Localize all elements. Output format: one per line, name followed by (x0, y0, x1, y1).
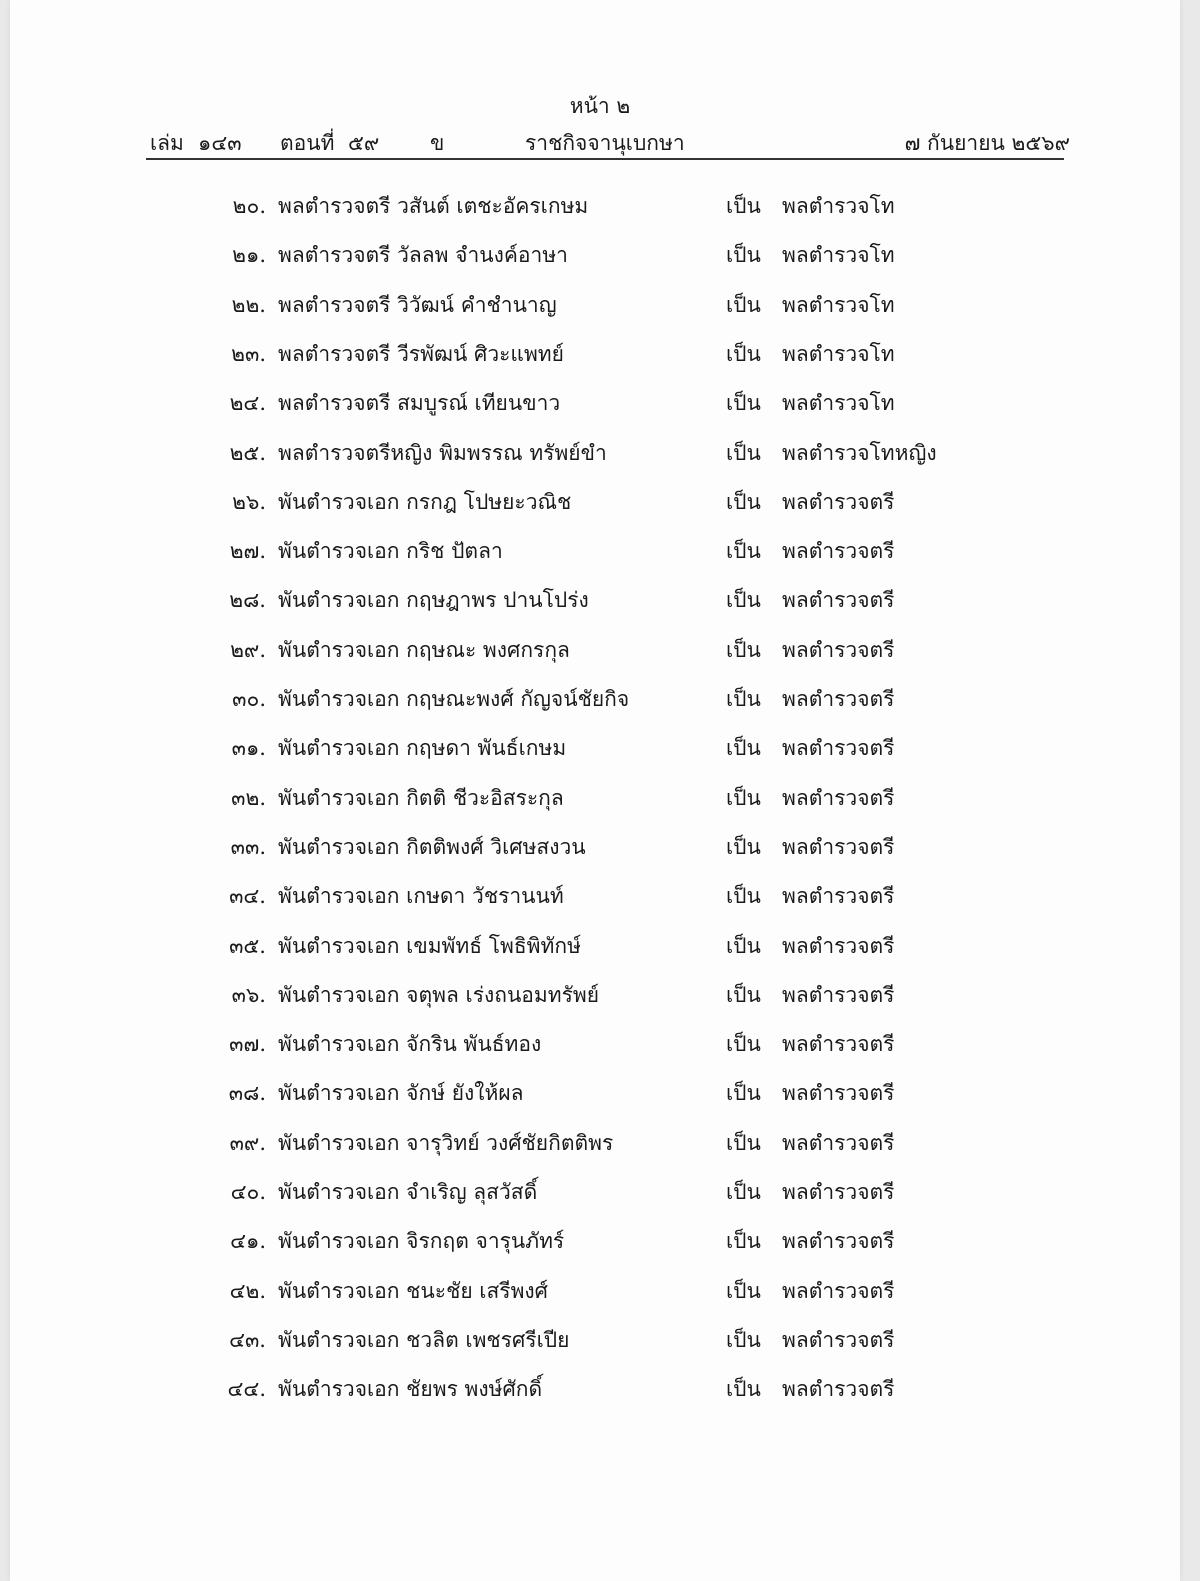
entry-new-rank: พลตำรวจตรี (782, 588, 895, 612)
entry-connector: เป็น (726, 835, 761, 859)
entry-new-rank: พลตำรวจตรี (782, 983, 895, 1007)
entry-name: พันตำรวจเอก กิตติ ชีวะอิสระกุล (278, 786, 564, 810)
entry-new-rank: พลตำรวจตรี (782, 638, 895, 662)
entry-number: ๓๔. (229, 884, 266, 908)
entry-connector: เป็น (726, 391, 761, 415)
entry-new-rank: พลตำรวจโทหญิง (782, 441, 937, 465)
entry-number: ๔๓. (229, 1328, 266, 1352)
page-number: หน้า ๒ (569, 94, 631, 118)
list-item (10, 239, 1190, 279)
entry-new-rank: พลตำรวจตรี (782, 835, 895, 859)
list-item (10, 683, 1190, 723)
entry-number: ๔๒. (229, 1279, 266, 1303)
entry-name: พันตำรวจเอก เขมพัทธ์ โพธิพิทักษ์ (278, 934, 581, 958)
list-item (10, 437, 1190, 477)
entry-number: ๒๑. (232, 243, 266, 267)
volume-number: ๑๔๓ (198, 131, 242, 155)
entry-number: ๒๐. (232, 194, 266, 218)
entry-connector: เป็น (726, 1328, 761, 1352)
entry-new-rank: พลตำรวจโท (782, 342, 895, 366)
entry-new-rank: พลตำรวจตรี (782, 786, 895, 810)
entry-connector: เป็น (726, 983, 761, 1007)
entry-new-rank: พลตำรวจโท (782, 391, 895, 415)
list-item (10, 880, 1190, 920)
entry-new-rank: พลตำรวจตรี (782, 490, 895, 514)
list-item (10, 1275, 1190, 1315)
entry-new-rank: พลตำรวจตรี (782, 934, 895, 958)
entry-number: ๒๓. (231, 342, 266, 366)
entry-connector: เป็น (726, 786, 761, 810)
entry-name: พันตำรวจเอก จักริน พันธ์ทอง (278, 1032, 542, 1056)
gazette-title: ราชกิจจานุเบกษา (525, 131, 685, 155)
entry-name: พันตำรวจเอก กรกฎ โปษยะวณิช (278, 490, 572, 514)
entry-number: ๒๙. (230, 638, 266, 662)
entry-new-rank: พลตำรวจตรี (782, 1131, 895, 1155)
list-item (10, 584, 1190, 624)
list-item (10, 782, 1190, 822)
entry-new-rank: พลตำรวจตรี (782, 687, 895, 711)
entry-number: ๔๑. (230, 1229, 266, 1253)
entry-new-rank: พลตำรวจตรี (782, 1229, 895, 1253)
entry-new-rank: พลตำรวจตรี (782, 1081, 895, 1105)
entry-connector: เป็น (726, 342, 761, 366)
entry-number: ๓๓. (230, 835, 266, 859)
entry-connector: เป็น (726, 293, 761, 317)
header-divider (146, 158, 1064, 160)
issue-number: ๕๙ (348, 131, 380, 155)
entry-name: พันตำรวจเอก กฤษฎาพร ปานโปร่ง (278, 588, 589, 612)
entry-name: พลตำรวจตรี สมบูรณ์ เทียนขาว (278, 391, 561, 415)
entry-name: พลตำรวจตรี วัลลพ จำนงค์อาษา (278, 243, 568, 267)
entry-connector: เป็น (726, 1279, 761, 1303)
list-item (10, 1176, 1190, 1216)
entry-connector: เป็น (726, 1180, 761, 1204)
document-page (10, 0, 1180, 1581)
entry-number: ๓๑. (231, 736, 266, 760)
entry-name: พลตำรวจตรี วิวัฒน์ คำชำนาญ (278, 293, 557, 317)
entry-number: ๒๒. (231, 293, 266, 317)
entry-name: พันตำรวจเอก จิรกฤต จารุนภัทร์ (278, 1229, 565, 1253)
issue-label: ตอนที่ (280, 131, 335, 155)
list-item (10, 634, 1190, 674)
entry-number: ๓๐. (232, 687, 266, 711)
entry-new-rank: พลตำรวจโท (782, 243, 895, 267)
entry-number: ๓๕. (229, 934, 266, 958)
entry-name: พลตำรวจตรี วสันต์ เตชะอัครเกษม (278, 194, 589, 218)
list-item (10, 930, 1190, 970)
entry-number: ๓๖. (231, 983, 266, 1007)
entry-name: พันตำรวจเอก จารุวิทย์ วงศ์ชัยกิตติพร (278, 1131, 614, 1155)
entry-new-rank: พลตำรวจตรี (782, 1377, 895, 1401)
list-item (10, 387, 1190, 427)
entry-new-rank: พลตำรวจตรี (782, 884, 895, 908)
entry-new-rank: พลตำรวจตรี (782, 736, 895, 760)
list-item (10, 831, 1190, 871)
entry-name: พันตำรวจเอก จำเริญ ลุสวัสดิ์ (278, 1180, 538, 1204)
entry-connector: เป็น (726, 1229, 761, 1253)
list-item (10, 1127, 1190, 1167)
entry-number: ๒๗. (229, 539, 266, 563)
entry-name: พันตำรวจเอก กิตติพงศ์ วิเศษสงวน (278, 835, 586, 859)
entry-name: พันตำรวจเอก กฤษณะ พงศกรกุล (278, 638, 570, 662)
list-item (10, 486, 1190, 526)
gazette-header (140, 127, 1070, 157)
list-item (10, 289, 1190, 329)
entry-new-rank: พลตำรวจตรี (782, 1032, 895, 1056)
entry-number: ๓๙. (229, 1131, 266, 1155)
list-item (10, 1373, 1190, 1413)
entry-name: พันตำรวจเอก ชัยพร พงษ์ศักดิ์ (278, 1377, 543, 1401)
entry-connector: เป็น (726, 934, 761, 958)
entry-name: พันตำรวจเอก กริช ปัตลา (278, 539, 503, 563)
entry-number: ๓๒. (231, 786, 266, 810)
entry-new-rank: พลตำรวจโท (782, 293, 895, 317)
list-item (10, 1028, 1190, 1068)
entry-new-rank: พลตำรวจตรี (782, 1328, 895, 1352)
entry-number: ๔๐. (230, 1180, 266, 1204)
entry-new-rank: พลตำรวจตรี (782, 1180, 895, 1204)
entry-connector: เป็น (726, 588, 761, 612)
list-item (10, 1324, 1190, 1364)
entry-number: ๒๖. (232, 490, 266, 514)
section-letter: ข (430, 131, 445, 155)
entry-connector: เป็น (726, 638, 761, 662)
list-item (10, 979, 1190, 1019)
entry-connector: เป็น (726, 736, 761, 760)
entry-connector: เป็น (726, 441, 761, 465)
entry-number: ๓๘. (228, 1081, 266, 1105)
entry-connector: เป็น (726, 687, 761, 711)
entry-number: ๔๔. (227, 1377, 266, 1401)
entry-name: พันตำรวจเอก ชนะชัย เสรีพงศ์ (278, 1279, 549, 1303)
entry-name: พันตำรวจเอก กฤษดา พันธ์เกษม (278, 736, 567, 760)
volume-label: เล่ม (150, 131, 184, 155)
list-item (10, 338, 1190, 378)
entry-name: พลตำรวจตรี วีรพัฒน์ ศิวะแพทย์ (278, 342, 564, 366)
entry-connector: เป็น (726, 539, 761, 563)
entry-connector: เป็น (726, 884, 761, 908)
entry-new-rank: พลตำรวจตรี (782, 1279, 895, 1303)
entry-connector: เป็น (726, 243, 761, 267)
entry-new-rank: พลตำรวจตรี (782, 539, 895, 563)
entry-number: ๒๘. (229, 588, 266, 612)
entry-name: พันตำรวจเอก จตุพล เร่งถนอมทรัพย์ (278, 983, 600, 1007)
entry-number: ๒๕. (229, 441, 266, 465)
entry-number: ๒๔. (229, 391, 266, 415)
entry-name: พันตำรวจเอก ชวลิต เพชรศรีเปีย (278, 1328, 570, 1352)
entry-connector: เป็น (726, 1081, 761, 1105)
entry-connector: เป็น (726, 1131, 761, 1155)
list-item (10, 190, 1190, 230)
entry-connector: เป็น (726, 490, 761, 514)
list-item (10, 535, 1190, 575)
list-item (10, 1225, 1190, 1265)
publication-date: ๗ กันยายน ๒๕๖๙ (904, 131, 1070, 155)
entry-name: พันตำรวจเอก จักษ์ ยังให้ผล (278, 1081, 524, 1105)
entry-number: ๓๗. (229, 1032, 266, 1056)
entry-connector: เป็น (726, 194, 761, 218)
entry-name: พันตำรวจเอก เกษดา วัชรานนท์ (278, 884, 564, 908)
entry-connector: เป็น (726, 1032, 761, 1056)
entry-name: พันตำรวจเอก กฤษณะพงศ์ กัญจน์ชัยกิจ (278, 687, 630, 711)
entry-connector: เป็น (726, 1377, 761, 1401)
entry-name: พลตำรวจตรีหญิง พิมพรรณ ทรัพย์ขำ (278, 441, 607, 465)
list-item (10, 732, 1190, 772)
list-item (10, 1077, 1190, 1117)
entry-new-rank: พลตำรวจโท (782, 194, 895, 218)
